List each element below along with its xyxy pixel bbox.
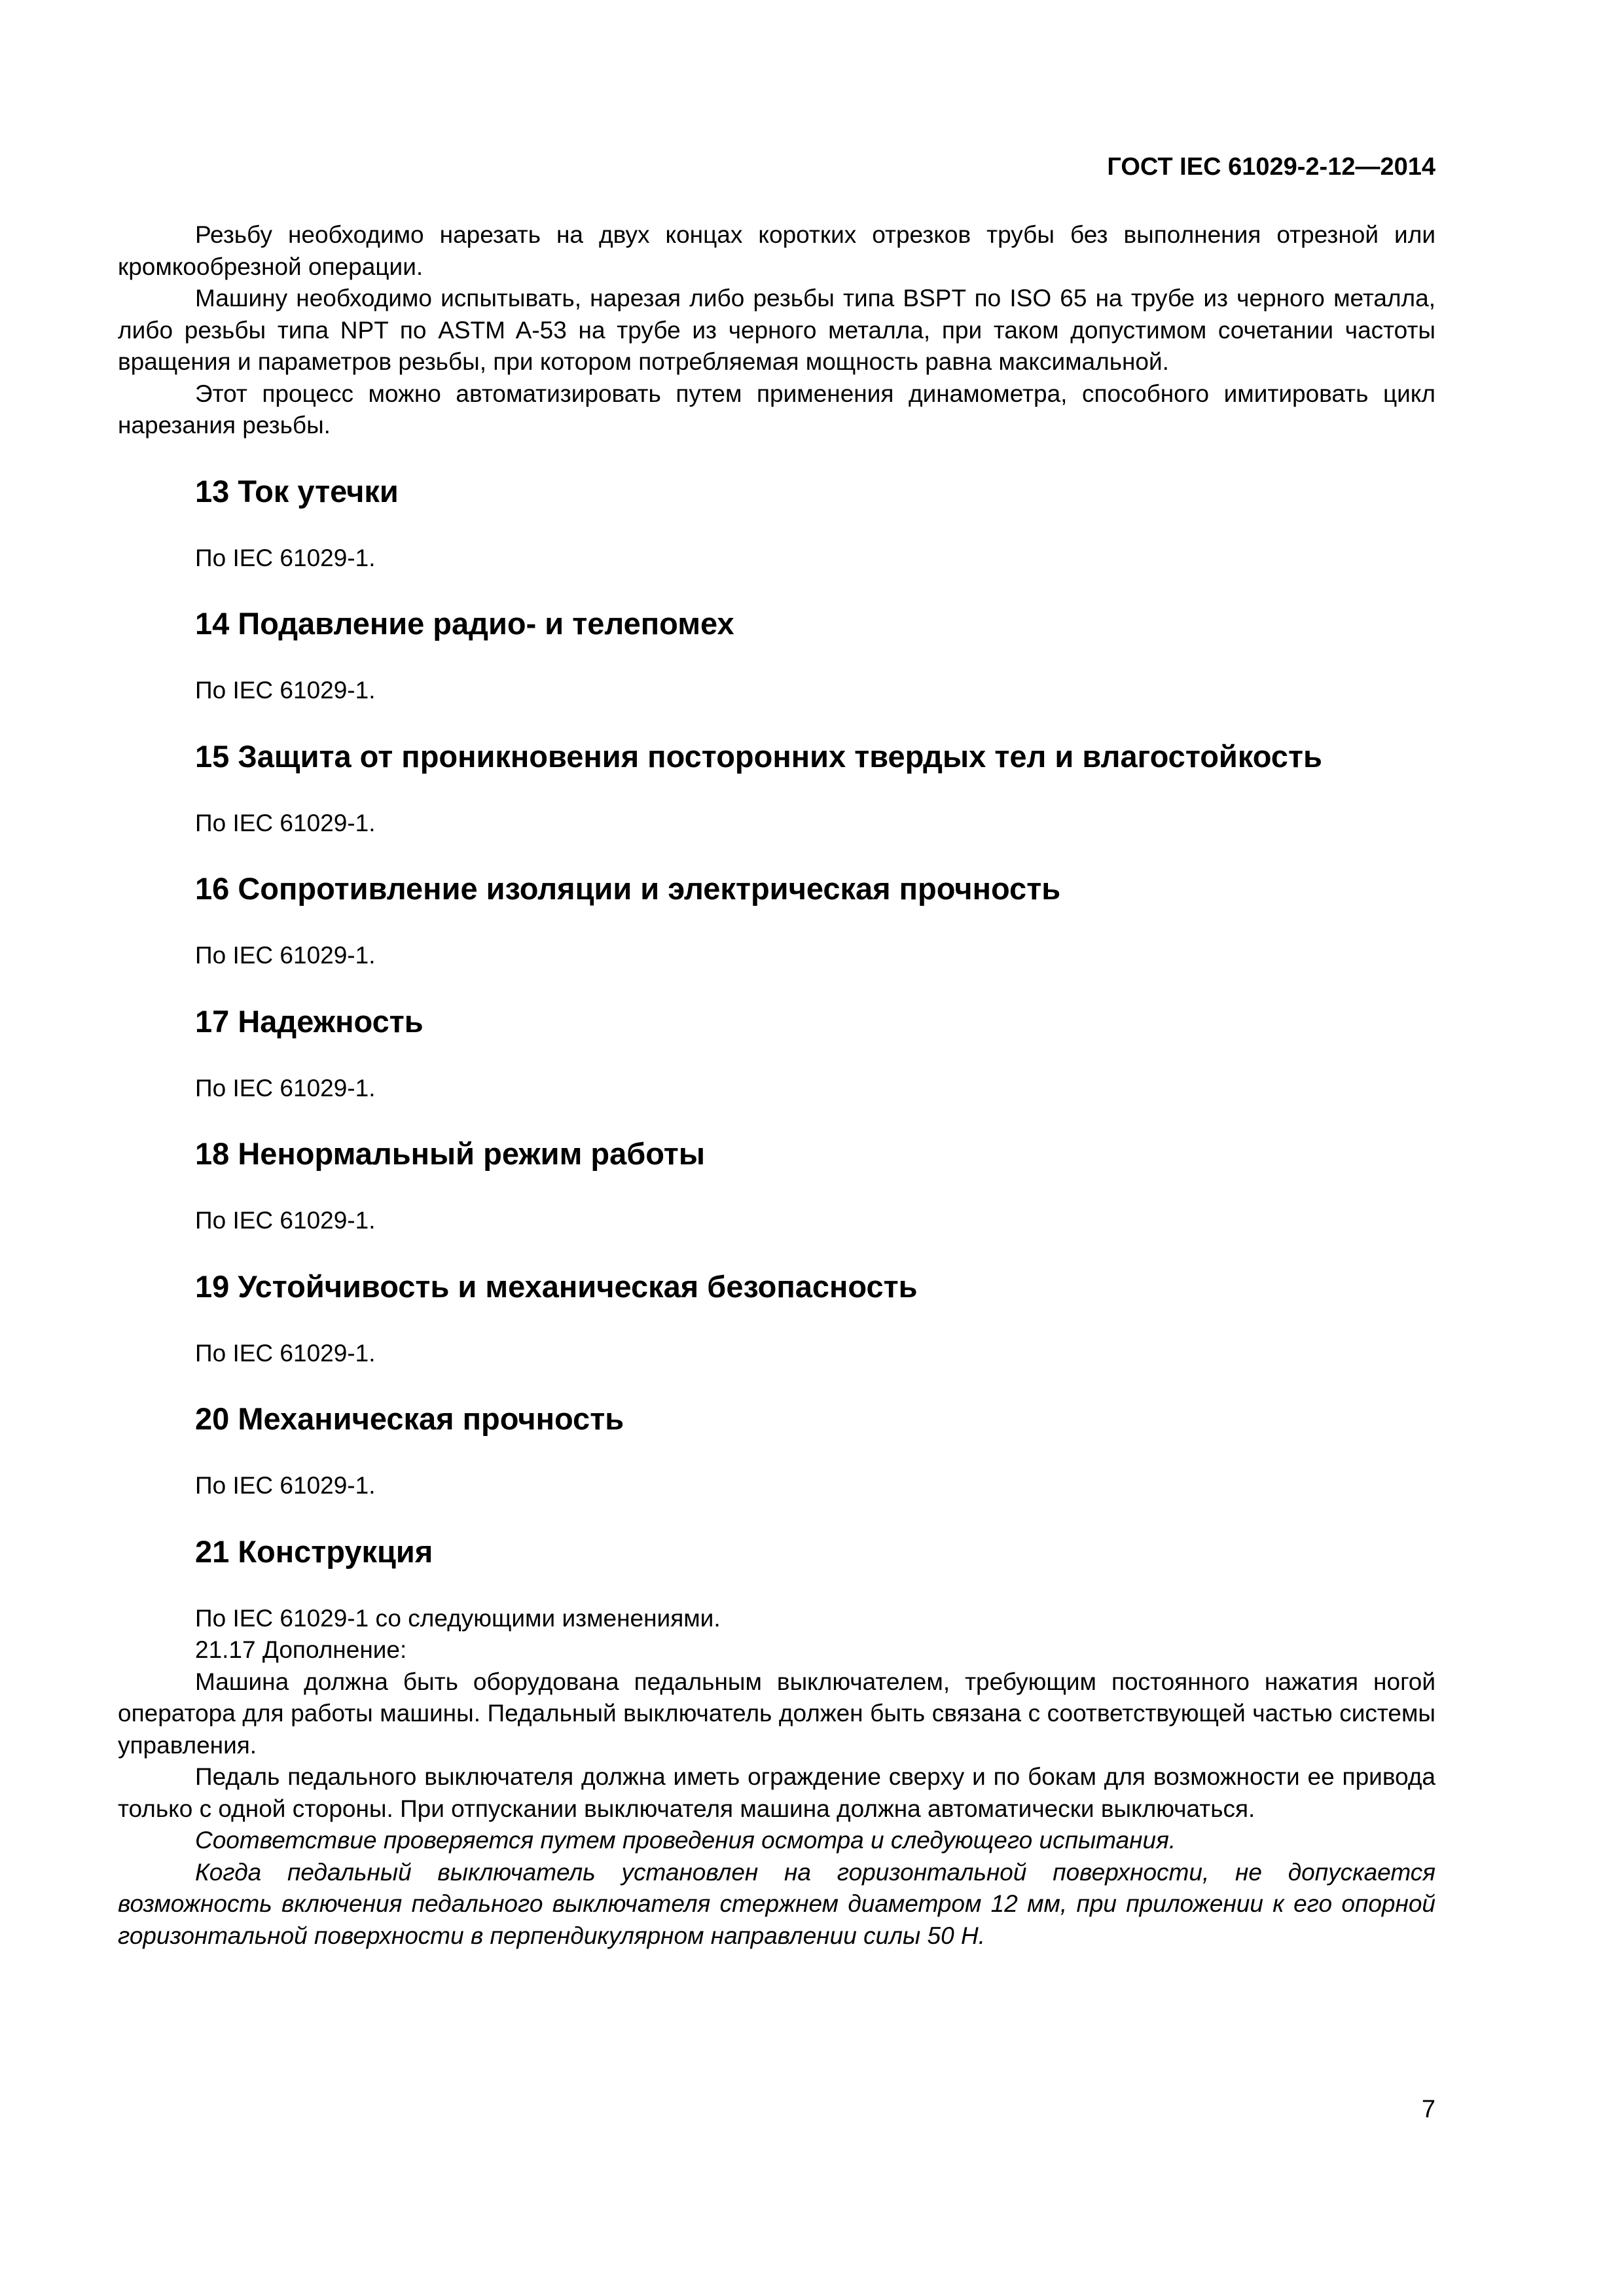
section-text: По IEC 61029-1. (195, 1074, 376, 1102)
page-number: 7 (1421, 2096, 1435, 2123)
section-heading: 16 Сопротивление изоляции и электрическая прочность (195, 871, 1061, 906)
intro-paragraph: Резьбу необходимо нарезать на двух концах коротких отрезков трубы без выполнения отрезной или кромкообрезной операции. (118, 221, 1435, 280)
section-text: По IEC 61029-1. (195, 1339, 376, 1367)
section-14 (118, 605, 1435, 707)
section-heading: 15 Защита от проникновения посторонних твердых тел и влагостойкость (195, 738, 1322, 774)
compliance-text: Соответствие проверяется путем проведения осмотра и следующего испытания. (195, 1827, 1176, 1854)
section-text: По IEC 61029-1. (195, 1207, 376, 1234)
section-19 (118, 1268, 1435, 1370)
section-text: 21.17 Дополнение: (195, 1636, 407, 1663)
section-17 (118, 1003, 1435, 1105)
section-heading: 18 Ненормальный режим работы (195, 1136, 705, 1171)
compliance-text: Когда педальный выключатель установлен на горизонтальной поверхности, не допускается возможность включения педального выключателя стержнем диаметром 12 мм, при приложении к его опорной горизонтальной поверхности в перпендикулярном направлении силы 50 Н. (118, 1858, 1435, 1949)
section-text: По IEC 61029-1. (195, 544, 376, 571)
section-heading: 17 Надежность (195, 1003, 424, 1039)
section-text: Машина должна быть оборудована педальным выключателем, требующим постоянного нажатия ногой оператора для работы машины. Педальный выключатель должен быть связана с соответствующей частью системы управления. (118, 1668, 1435, 1759)
intro-paragraph: Машину необходимо испытывать, нарезая либо резьбы типа BSPT по ISO 65 на трубе из черного металла, либо резьбы типа NPT по ASTM A-53 на трубе из черного металла, при таком допустимом сочетании частоты вращения и параметров резьбы, при котором потребляемая мощность равна максимальной. (118, 285, 1435, 375)
section-text: По IEC 61029-1 со следующими изменениями. (195, 1604, 721, 1632)
section-text: По IEC 61029-1. (195, 677, 376, 704)
section-20 (118, 1401, 1435, 1502)
section-heading: 13 Ток утечки (195, 473, 399, 509)
section-heading: 20 Механическая прочность (195, 1401, 624, 1436)
intro-paragraph: Этот процесс можно автоматизировать путем применения динамометра, способного имитировать цикл нарезания резьбы. (118, 380, 1435, 439)
section-16 (118, 870, 1435, 972)
section-text: По IEC 61029-1. (195, 1472, 376, 1499)
section-18 (118, 1136, 1435, 1237)
section-heading: 19 Устойчивость и механическая безопасность (195, 1268, 918, 1304)
section-13 (118, 473, 1435, 575)
section-21 (118, 1534, 1435, 1952)
section-text: По IEC 61029-1. (195, 942, 376, 969)
page-content (118, 219, 1435, 1952)
section-heading: 14 Подавление радио- и телепомех (195, 606, 734, 641)
section-text: По IEC 61029-1. (195, 809, 376, 836)
section-text: Педаль педального выключателя должна иметь ограждение сверху и по бокам для возможности ее привода только с одной стороны. При отпускании выключателя машина должна автоматически выключаться. (118, 1763, 1435, 1822)
document-header: ГОСТ IEC 61029-2-12—2014 (1107, 153, 1435, 181)
section-15 (118, 738, 1435, 840)
intro-block (118, 219, 1435, 442)
section-heading: 21 Конструкция (195, 1534, 433, 1569)
